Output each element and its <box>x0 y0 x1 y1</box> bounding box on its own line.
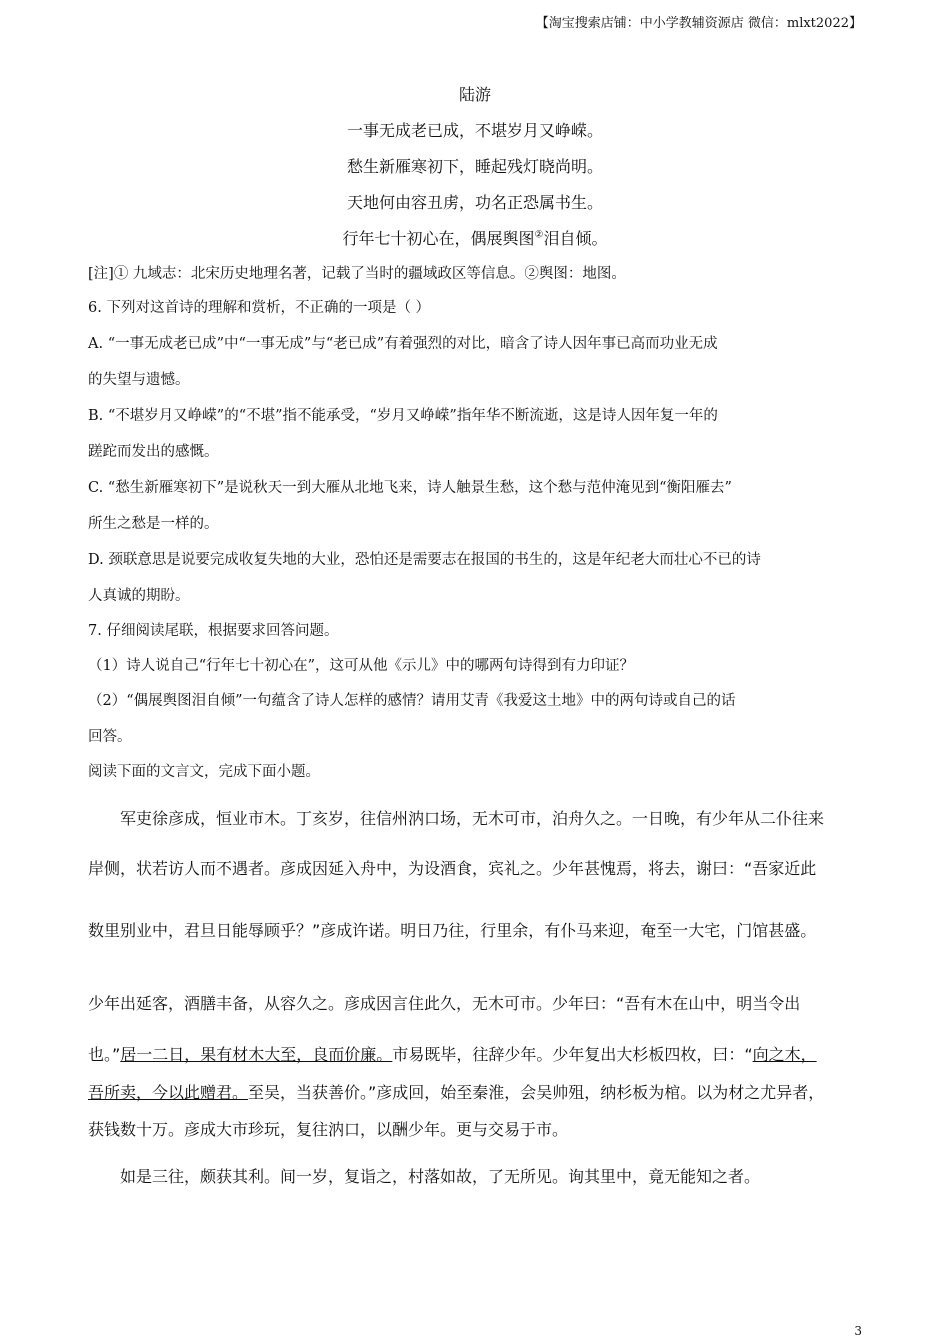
q6-option-d-cont: 人真诚的期盼。 <box>88 588 190 604</box>
q6-option-d: D. 颈联意思是说要完成收复失地的大业，恐怕还是需要志在报国的书生的，这是年纪老大而壮心不已的诗 <box>88 552 761 568</box>
poem-line: 愁生新雁寒初下，睡起残灯晓尚明。 <box>346 157 603 176</box>
underlined-sentence: 居一二日，果有材木大至，良而价廉。 <box>120 1045 393 1064</box>
passage-line: 如是三往，颇获其利。间一岁，复诣之，村落如故，了无所见。询其里中，竟无能知之者。 <box>120 1167 761 1186</box>
footnote-marker: ② <box>534 229 544 241</box>
q7-sub2-cont: 回答。 <box>88 729 132 745</box>
passage-line: 军吏徐彦成，恒业市木。丁亥岁，往信州汭口场，无木可市，泊舟久之。一日晚，有少年从二仆往来 <box>120 809 825 828</box>
passage-line: 也。”居一二日，果有材木大至，良而价廉。市易既毕，往辞少年。少年复出大杉板四枚，曰：“向之木， <box>88 1045 817 1064</box>
q6-option-a-cont: 的失望与遗憾。 <box>88 372 190 388</box>
poem-note: [注]① 九域志：北宋历史地理名著，记载了当时的疆域政区等信息。②舆图：地图。 <box>88 266 626 282</box>
q7-sub1: （1）诗人说自己“行年七十初心在”，这可从他《示儿》中的哪两句诗得到有力印证？ <box>88 658 635 674</box>
q6-option-b: B. “不堪岁月又峥嵘”的“不堪”指不能承受，“岁月又峥嵘”指年华不断流逝，这是诗人因年复一年的 <box>88 408 718 424</box>
poem-line-last: 行年七十初心在，偶展舆图②泪自倾。 <box>342 229 608 248</box>
poem-author: 陆游 <box>458 85 491 104</box>
poem-line: 天地何由容丑虏，功名正恐属书生。 <box>346 193 603 212</box>
passage-line: 吾所卖，今以此赠君。至吴，当获善价。”彦成回，始至秦淮，会吴帅殂，纳杉板为棺。以为材之尤异者， <box>88 1083 825 1102</box>
poem-line: 一事无成老已成，不堪岁月又峥嵘。 <box>346 121 603 140</box>
q6-option-c: C. “愁生新雁寒初下”是说秋天一到大雁从北地飞来，诗人触景生愁，这个愁与范仲淹见到“衡阳雁去” <box>88 480 732 496</box>
q6-stem: 6. 下列对这首诗的理解和赏析，不正确的一项是（ ） <box>88 300 431 316</box>
passage-intro: 阅读下面的文言文，完成下面小题。 <box>88 764 320 780</box>
underlined-sentence: 吾所卖，今以此赠君。 <box>88 1083 249 1102</box>
q7-sub2: （2）“偶展舆图泪自倾”一句蕴含了诗人怎样的感情？请用艾青《我爱这土地》中的两句诗或自己的话 <box>88 693 736 709</box>
page-header: 【淘宝搜索店铺：中小学教辅资源店 微信：mlxt2022】 <box>535 16 862 31</box>
passage-line: 数里别业中，君旦日能辱顾乎？”彦成许诺。明日乃往，行里余，有仆马来迎，奄至一大宅，门馆甚盛。 <box>88 921 817 940</box>
q6-option-c-cont: 所生之愁是一样的。 <box>88 516 219 532</box>
passage-line: 岸侧，状若访人而不遇者。彦成因延入舟中，为设酒食，宾礼之。少年甚愧焉，将去，谢曰：“吾家近此 <box>88 859 817 878</box>
q6-option-a: A. “一事无成老已成”中“一事无成”与“老已成”有着强烈的对比，暗含了诗人因年事已高而功业无成 <box>88 336 718 352</box>
passage-line: 少年出延客，酒膳丰备，从容久之。彦成因言住此久，无木可市。少年曰：“吾有木在山中，明当令出 <box>88 994 801 1013</box>
page-number: 3 <box>854 1324 862 1338</box>
passage-line: 获钱数十万。彦成大市珍玩，复往汭口，以酬少年。更与交易于市。 <box>88 1120 569 1139</box>
q6-option-b-cont: 蹉跎而发出的感慨。 <box>88 444 219 460</box>
underlined-sentence: 向之木， <box>752 1045 817 1064</box>
q7-stem: 7. 仔细阅读尾联，根据要求回答问题。 <box>88 623 339 639</box>
